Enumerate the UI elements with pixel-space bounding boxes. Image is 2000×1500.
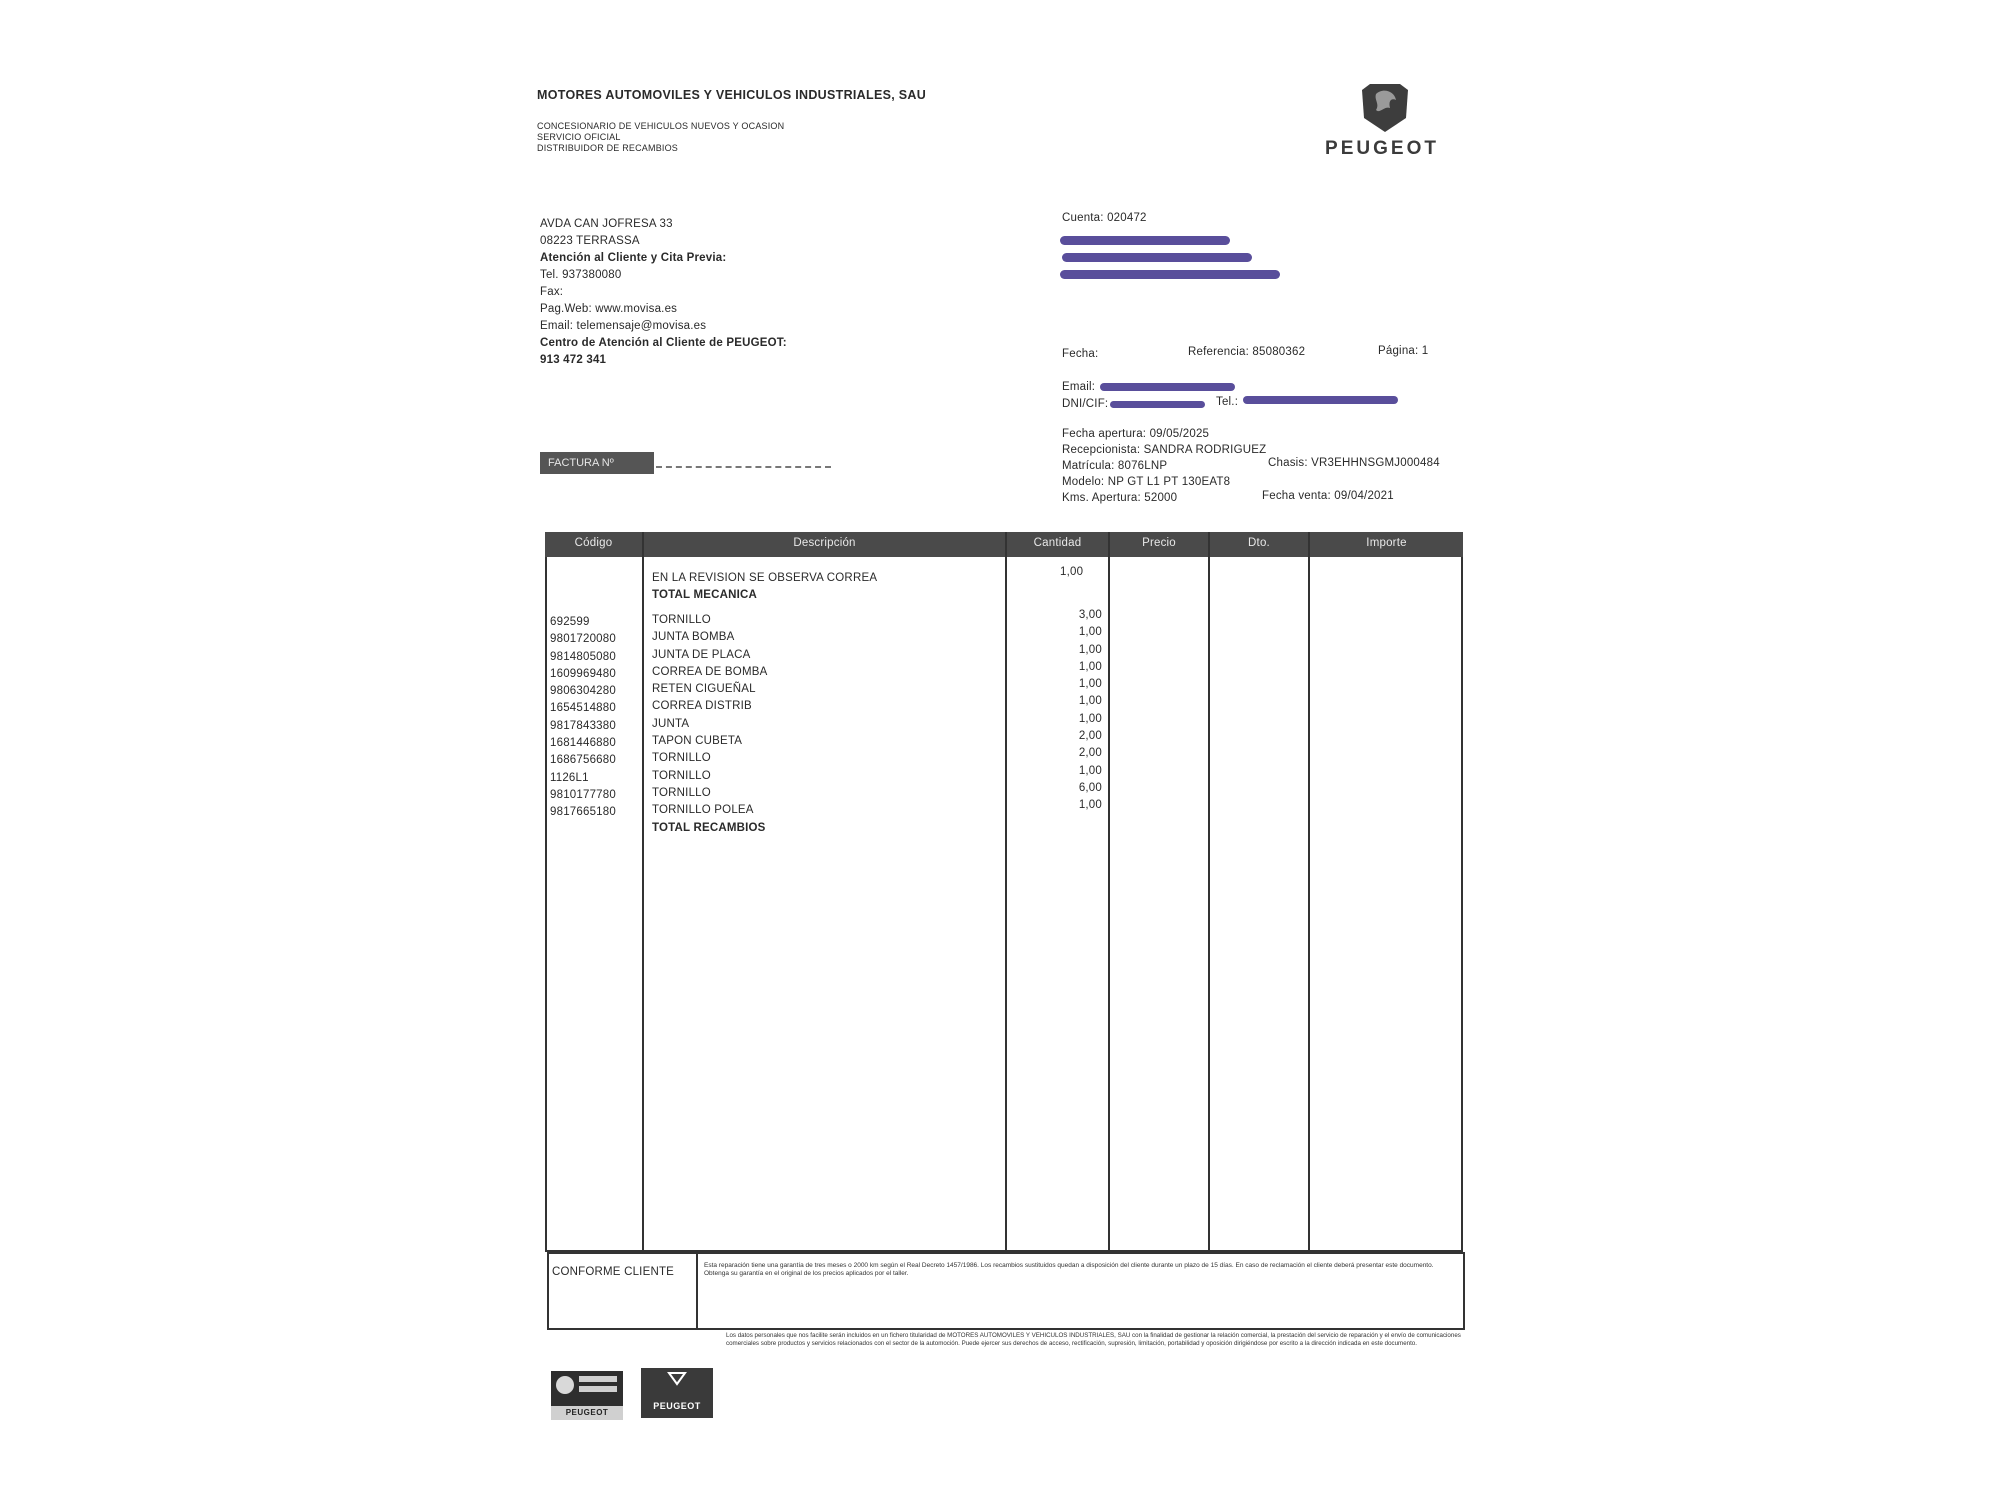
row-description: TORNILLO POLEA	[652, 804, 754, 817]
row-code: 9810177780	[550, 788, 616, 801]
page-number: Página: 1	[1378, 345, 1429, 357]
redaction-mark	[1243, 396, 1398, 404]
address-line: 913 472 341	[540, 354, 607, 366]
opening-date: Fecha apertura: 09/05/2025	[1062, 428, 1210, 440]
row-description: EN LA REVISION SE OBSERVA CORREA	[652, 572, 878, 584]
column-divider	[1108, 532, 1110, 1252]
dealer-subtitle	[537, 121, 784, 154]
table-row	[652, 570, 877, 587]
row-quantity: 1,00	[1060, 566, 1084, 578]
address-line: Centro de Atención al Cliente de PEUGEOT:	[540, 337, 787, 349]
row-description: TORNILLO	[652, 752, 711, 765]
code-column	[550, 614, 616, 822]
dealer-sub-line: DISTRIBUIDOR DE RECAMBIOS	[537, 143, 679, 153]
account-number: Cuenta: 020472	[1062, 212, 1147, 224]
column-header-code: Código	[574, 537, 613, 549]
row-quantity: 1,00	[1078, 764, 1102, 777]
row-description: CORREA DE BOMBA	[652, 665, 768, 678]
row-quantity: 1,00	[1078, 643, 1102, 656]
redaction-mark	[1062, 253, 1252, 262]
row-code: 1686756680	[550, 754, 616, 767]
address-line: Atención al Cliente y Cita Previa:	[540, 252, 727, 264]
row-description: TORNILLO	[652, 769, 711, 782]
row-quantity: 2,00	[1078, 730, 1102, 743]
row-code: 9806304280	[550, 685, 616, 698]
column-divider	[642, 532, 644, 1252]
reference-number: Referencia: 85080362	[1188, 346, 1306, 358]
dealer-sub-line: SERVICIO OFICIAL	[537, 132, 621, 142]
row-code: 9814805080	[550, 650, 616, 663]
row-code: 9801720080	[550, 633, 616, 646]
redaction-mark	[1110, 401, 1205, 408]
row-code: 9817843380	[550, 719, 616, 732]
dealer-name: MOTORES AUTOMOVILES Y VEHICULOS INDUSTRIALES, SAU	[537, 88, 927, 102]
total-recambios: TOTAL RECAMBIOS	[652, 821, 766, 834]
row-description: CORREA DISTRIB	[652, 700, 752, 713]
total-mecanica: TOTAL MECANICA	[652, 589, 758, 601]
row-description: TORNILLO	[652, 614, 711, 626]
quantity-column	[1062, 607, 1102, 815]
plate-number: Matrícula: 8076LNP	[1062, 460, 1168, 472]
dni-label: DNI/CIF:	[1062, 398, 1109, 410]
address-line: Fax:	[540, 286, 564, 298]
row-quantity: 1,00	[1078, 712, 1102, 725]
address-line: Tel. 937380080	[540, 269, 622, 281]
address-line: AVDA CAN JOFRESA 33	[540, 218, 673, 230]
opening-kms: Kms. Apertura: 52000	[1062, 492, 1178, 504]
description-column	[652, 612, 767, 837]
peugeot-brand-logo	[641, 1368, 713, 1418]
redaction-mark	[1060, 270, 1280, 279]
address-line: 08223 TERRASSA	[540, 235, 640, 247]
phone-label: Tel.:	[1216, 396, 1239, 408]
footer-logo-text: PEUGEOT	[551, 1406, 623, 1420]
row-code: 1609969480	[550, 667, 616, 680]
row-quantity: 1,00	[1078, 695, 1102, 708]
row-quantity: 3,00	[1078, 609, 1102, 621]
customer-conformity-label: CONFORME CLIENTE	[552, 1266, 675, 1278]
vehicle-model: Modelo: NP GT L1 PT 130EAT8	[1062, 476, 1231, 488]
row-description: JUNTA DE PLACA	[652, 648, 751, 661]
row-quantity: 1,00	[1078, 626, 1102, 639]
dealer-address	[540, 216, 787, 369]
row-quantity: 1,00	[1078, 660, 1102, 673]
sale-date: Fecha venta: 09/04/2021	[1262, 490, 1394, 502]
column-header-price: Precio	[1142, 537, 1176, 549]
column-divider	[696, 1252, 698, 1330]
row-quantity: 1,00	[1078, 799, 1102, 812]
date-label: Fecha:	[1062, 348, 1099, 360]
row-description: JUNTA	[652, 717, 690, 730]
address-line: Email: telemensaje@movisa.es	[540, 320, 707, 332]
row-quantity: 6,00	[1078, 781, 1102, 794]
column-header-amount: Importe	[1366, 537, 1407, 549]
row-quantity: 1,00	[1078, 678, 1102, 691]
address-line: Pag.Web: www.movisa.es	[540, 303, 678, 315]
chassis-number: Chasis: VR3EHHNSGMJ000484	[1268, 457, 1440, 469]
row-code: 1654514880	[550, 702, 616, 715]
triangle-shield-icon	[641, 1368, 713, 1394]
row-description: RETEN CIGUEÑAL	[652, 683, 756, 696]
redaction-mark	[1100, 383, 1235, 391]
row-code: 1126L1	[550, 771, 589, 784]
footer-logo-text: PEUGEOT	[653, 1401, 701, 1411]
column-divider	[1208, 532, 1210, 1252]
redaction-mark	[1060, 236, 1230, 245]
lion-icon	[551, 1371, 623, 1401]
row-description: JUNTA BOMBA	[652, 631, 735, 644]
row-code: 9817665180	[550, 806, 616, 819]
invoice-number-label: FACTURA Nº	[540, 452, 654, 474]
column-divider	[1308, 532, 1310, 1252]
receptionist: Recepcionista: SANDRA RODRIGUEZ	[1062, 444, 1267, 456]
email-label: Email:	[1062, 381, 1096, 393]
brand-name: PEUGEOT	[1325, 138, 1439, 159]
row-code: 1681446880	[550, 737, 616, 750]
invoice-number-redacted	[656, 466, 831, 468]
peugeot-service-logo	[551, 1371, 623, 1419]
row-code: 692599	[550, 616, 590, 628]
row-quantity: 2,00	[1078, 747, 1102, 760]
row-description: TORNILLO	[652, 786, 711, 799]
legal-footer-text: Los datos personales que nos facilite serán incluidos en un fichero titularidad de MOTORES AUTOMOVILES Y VEHICULOS INDUSTRIALES, SAU con la finalidad de gestionar la relación comercial, la prestación del servicio de reparación y el envío de comunicaciones comerciales sobre productos y servicios relacionados con el sector de la automoción. Puede ejercer sus derechos de acceso, rectificación, supresión, limitación, portabilidad y oposición dirigiéndose por escrito a la dirección indicada en este documento.	[726, 1332, 1461, 1347]
conformity-fine-print: Esta reparación tiene una garantía de tres meses o 2000 km según el Real Decreto 1457/1986. Los recambios sustituidos quedan a disposición del cliente durante un plazo de 15 días. En caso de reclamación el cliente deberá presentar este documento. Obtenga su garantía en el original de los precios aplicados por el taller.	[704, 1262, 1434, 1277]
column-header-discount: Dto.	[1248, 537, 1270, 549]
column-header-quantity: Cantidad	[1033, 537, 1082, 549]
dealer-sub-line: CONCESIONARIO DE VEHICULOS NUEVOS Y OCASION	[537, 121, 785, 131]
row-description: TAPON CUBETA	[652, 735, 743, 748]
column-header-description: Descripción	[793, 537, 856, 549]
column-divider	[1005, 532, 1007, 1252]
